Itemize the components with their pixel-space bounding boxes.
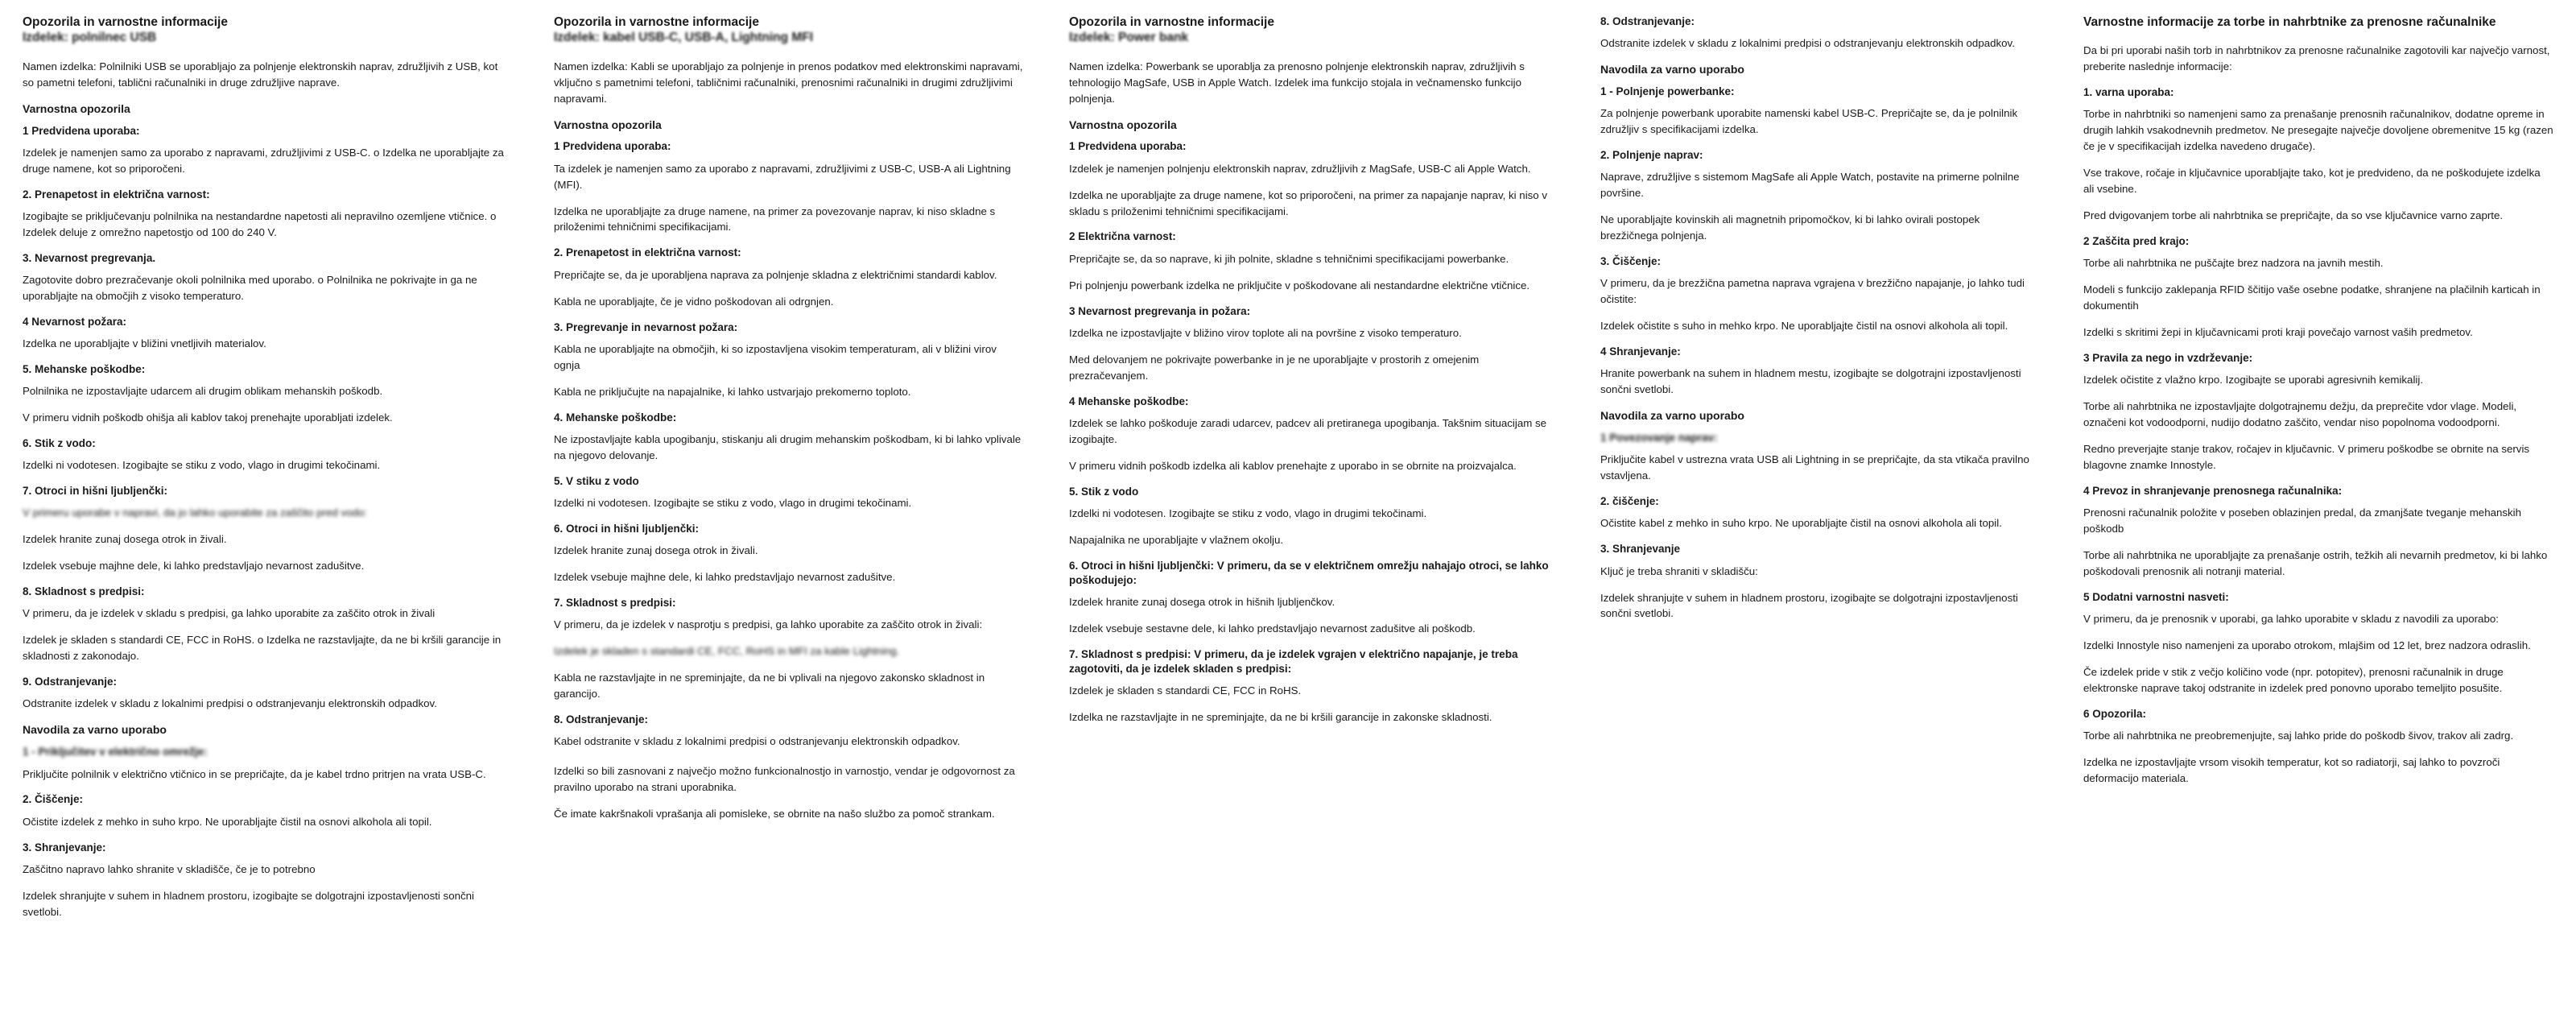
paragraph: Ta izdelek je namenjen samo za uporabo z napravami, združljivimi z USB-C, USB-A ali Lightning (MFI). [554,162,1011,191]
section-heading: 8. Odstranjevanje: [1600,15,1695,27]
section-heading: 4. Mehanske poškodbe: [554,411,677,424]
column-body [23,59,509,920]
paragraph: Izdelek vsebuje majhne dele, ki lahko predstavljajo nevarnost zadušitve. [554,570,896,583]
paragraph: Očistite kabel z mehko in suho krpo. Ne uporabljajte čistil na osnovi alkohola ali topil. [1600,517,2002,530]
paragraph: Izdelek shranjujte v suhem in hladnem prostoru, izogibajte se dolgotrajni izpostavljenosti sončni svetlobi. [1600,591,2018,620]
paragraph: Izdelki ni vodotesen. Izogibajte se stiku z vodo, vlago in drugimi tekočinami. [554,496,912,509]
section-heading: 2. Prenapetost in električna varnost: [554,246,741,259]
section-heading: 6. Otroci in hišni ljubljenčki: [554,522,700,535]
paragraph: Izdelki s skritimi žepi in ključavnicami proti kraji povečajo varnost vaših predmetov. [2083,326,2473,339]
paragraph: Torbe ali nahrbtnika ne preobremenjujte, saj lahko pride do poškodb šivov, trakov ali zadrg. [2083,730,2514,742]
section-heading: 3. Nevarnost pregrevanja. [23,251,156,264]
paragraph: Odstranite izdelek v skladu z lokalnimi predpisi o odstranjevanju elektronskih odpadkov. [1600,37,2015,50]
column-charger [0,14,531,1021]
section-heading: 9. Odstranjevanje: [23,676,118,688]
paragraph: Izdelek je namenjen polnjenju elektronskih naprav, združljivih z MagSafe, USB-C ali Apple Watch. [1069,162,1531,175]
paragraph: Izdelek je skladen s standardi CE, FCC in RoHS. [1069,684,1302,697]
column-body [1069,59,1555,726]
section-heading: 3. Pregrevanje in nevarnost požara: [554,320,738,333]
paragraph: Izdelek shranjujte v suhem in hladnem prostoru, izogibajte se dolgotrajni izpostavljenosti sončni svetlobi. [23,889,474,918]
paragraph: Torbe ali nahrbtnika ne izpostavljajte dolgotrajnemu dežju, da preprečite vdor vlage. Modeli, označeni kot vodoodporni, nudijo dodatno zaščito, vendar niso popolnoma vodoodporni. [2083,400,2517,429]
section-heading: Varnostna opozorila [23,101,130,115]
paragraph: Kabla ne uporabljajte, če je vidno poškodovan ali odrgnjen. [554,295,834,308]
section-heading: 4 Nevarnost požara: [23,315,127,328]
section-heading: Navodila za varno uporabo [1600,409,1744,423]
paragraph: Namen izdelka: Polnilniki USB se uporabljajo za polnjenje elektronskih naprav, združljivih z USB, kot so pametni telefoni, tablični računalniki in druge združljive naprave. [23,60,498,89]
section-heading: 1 Predvidena uporaba: [554,140,671,153]
paragraph: Izdelka ne izpostavljajte v bližino virov toplote ali na površine z visoko temperaturo. [1069,326,1462,339]
paragraph: V primeru, da je prenosnik v uporabi, ga lahko uporabite v skladu z navodili za uporabo: [2083,613,2499,626]
paragraph: Torbe ali nahrbtnika ne uporabljajte za prenašanje ostrih, težkih ali nevarnih predmetov, ki bi lahko poškodovali prenosnik ali notranji material. [2083,549,2548,577]
section-heading: 4 Mehanske poškodbe: [1069,395,1189,407]
paragraph: Polnilnika ne izpostavljajte udarcem ali drugim oblikam mehanskih poškodb. [23,385,383,398]
column-title [23,14,509,46]
paragraph: Vse trakove, ročaje in ključavnice uporabljajte tako, kot je predvideno, da ne poškodujete izdelka ali vsebine. [2083,167,2541,196]
paragraph: Zagotovite dobro prezračevanje okoli polnilnika med uporabo. o Polnilnika ne pokrivajte in ga ne uporabljajte na območjih z visoko temperaturo. [23,273,477,302]
section-heading: 1 Predvidena uporaba: [1069,140,1187,153]
section-heading: 7. Skladnost s predpisi: V primeru, da je izdelek vgrajen v električno napajanje, je treba zagotoviti, da je izdelek skladen s predpisi: [1069,648,1518,676]
paragraph: Hranite powerbank na suhem in hladnem mestu, izogibajte se dolgotrajni izpostavljenosti sončni svetlobi. [1600,367,2021,396]
paragraph: Izdelek vsebuje majhne dele, ki lahko predstavljajo nevarnost zadušitve. [23,560,365,573]
paragraph: Modeli s funkcijo zaklepanja RFID ščitijo vaše osebne podatke, shranjene na plačilnih karticah in dokumentih [2083,283,2541,312]
paragraph: Izdelek je namenjen samo za uporabo z napravami, združljivimi z USB-C. o Izdelka ne uporabljajte za druge namene, kot so priporočeni. [23,146,504,175]
section-heading: 4 Prevoz in shranjevanje prenosnega računalnika: [2083,484,2343,497]
paragraph: Da bi pri uporabi naših torb in nahrbtnikov za prenosne računalnike zagotovili kar največjo varnost, preberite naslednje informacije: [2083,44,2550,73]
paragraph: Torbe ali nahrbtnika ne puščajte brez nadzora na javnih mestih. [2083,257,2384,270]
section-heading: 3. Čiščenje: [1600,255,1662,268]
paragraph: Namen izdelka: Powerbank se uporablja za prenosno polnjenje elektronskih naprav, združljivih s tehnologijo MagSafe, USB in Apple Watch. Izdelek ima funkcijo stojala in večnamensko funkcijo polnjenja. [1069,60,1525,105]
section-heading: 1 Predvidena uporaba: [23,124,140,137]
paragraph: V primeru, da je izdelek v skladu s predpisi, ga lahko uporabite za zaščito otrok in živali [23,607,436,620]
paragraph: Izdelek hranite zunaj dosega otrok in hišnih ljubljenčkov. [1069,596,1335,609]
section-heading-blurred: 1 - Priključitev v električno omrežje: [23,746,208,759]
paragraph: Prepričajte se, da je uporabljena naprava za polnjenje skladna z električnimi standardi kablov. [554,268,997,281]
paragraph: Izdelka ne uporabljajte v bližini vnetljivih materialov. [23,337,266,350]
paragraph: Odstranite izdelek v skladu z lokalnimi predpisi o odstranjevanju elektronskih odpadkov. [23,697,437,710]
section-heading: Varnostna opozorila [554,118,662,131]
paragraph: Kabel odstranite v skladu z lokalnimi predpisi o odstranjevanju elektronskih odpadkov. [554,735,960,748]
section-heading: 1 - Polnjenje powerbanke: [1600,85,1735,98]
paragraph: Izdelki Innostyle niso namenjeni za uporabo otrokom, mlajšim od 12 let, brez nadzora odraslih. [2083,639,2531,652]
paragraph: Ključ je treba shraniti v skladišču: [1600,564,1758,577]
section-heading: 2. Polnjenje naprav: [1600,149,1703,162]
paragraph-blurred: V primeru uporabe v napravi, da jo lahko uporabite za zaščito pred vodo: [23,506,367,519]
paragraph: Ne izpostavljajte kabla upogibanju, stiskanju ali drugim mehanskim poškodbam, ki bi lahko vplivale na njegovo delovanje. [554,432,1022,461]
column-subheading: Izdelek: Power bank [1069,31,1189,45]
section-heading: 3 Pravila za nego in vzdrževanje: [2083,352,2253,365]
column-heading: Opozorila in varnostne informacije [554,15,759,29]
paragraph: Izdelki ni vodotesen. Izogibajte se stiku z vodo, vlago in drugimi tekočinami. [1069,506,1427,519]
section-heading: 1. varna uporaba: [2083,86,2174,99]
paragraph: V primeru vidnih poškodb izdelka ali kablov prenehajte z uporabo in se obrnite na proizvajalca. [1069,459,1517,472]
paragraph: Kabla ne razstavljajte in ne spreminjajte, da ne bi vplivali na njegovo zakonsko skladnost in garancijo. [554,671,985,700]
paragraph: V primeru, da je brezžična pametna naprava vgrajena v brezžično napajanje, jo lahko tudi očistite: [1600,277,2025,306]
section-heading: 8. Skladnost s predpisi: [23,585,145,598]
paragraph: Kabla ne uporabljajte na območjih, ki so izpostavljena visokim temperaturam, ali v bližini virov ognja [554,342,997,371]
paragraph: Izdelek hranite zunaj dosega otrok in živali. [23,533,227,546]
section-heading: 4 Shranjevanje: [1600,345,1681,358]
paragraph: Izdelka ne razstavljajte in ne spreminjajte, da ne bi kršili garancije in zakonske skladnosti. [1069,711,1492,724]
paragraph: Izdelek vsebuje sestavne dele, ki lahko predstavljajo nevarnost zadušitve ali poškodb. [1069,622,1476,635]
column-body [2083,43,2553,787]
column-bags [2061,14,2576,1021]
paragraph: Naprave, združljive s sistemom MagSafe ali Apple Watch, postavite na primerne polnilne površine. [1600,171,2020,200]
paragraph: Namen izdelka: Kabli se uporabljajo za polnjenje in prenos podatkov med elektronskimi napravami, vključno s pametnimi telefoni, tabličnimi računalniki, prenosnimi računalniki in drugimi združljivimi napravami. [554,60,1023,105]
section-heading: 8. Odstranjevanje: [554,713,649,725]
paragraph: Če izdelek pride v stik z večjo količino vode (npr. potopitev), prenosni računalnik in druge elektronske naprave takoj odstranite in izdelek pred ponovno uporabo temeljito posušite. [2083,666,2504,694]
paragraph: Pred dvigovanjem torbe ali nahrbtnika se prepričajte, da so vse ključavnice varno zaprte. [2083,209,2504,222]
paragraph: Izdelek je skladen s standardi CE, FCC in RoHS. o Izdelka ne razstavljajte, da ne bi kršili garancije in skladnosti z zakonodajo. [23,634,502,663]
section-heading: Navodila za varno uporabo [1600,63,1744,76]
paragraph: V primeru vidnih poškodb ohišja ali kablov takoj prenehajte uporabljati izdelek. [23,411,393,424]
column-subheading: Izdelek: polnilnec USB [23,31,157,45]
column-heading: Opozorila in varnostne informacije [1069,15,1274,29]
column-heading: Opozorila in varnostne informacije [23,15,228,29]
section-heading: 6. Stik z vodo: [23,437,96,450]
section-heading: 3 Nevarnost pregrevanja in požara: [1069,304,1251,317]
paragraph: Izdelek očistite s suho in mehko krpo. Ne uporabljajte čistil na osnovi alkohola ali topil. [1600,320,2008,333]
paragraph: Napajalnika ne uporabljajte v vlažnem okolju. [1069,533,1284,546]
paragraph: Ne uporabljajte kovinskih ali magnetnih pripomočkov, ki bi lahko ovirali postopek brezžičnega polnjenja. [1600,213,1980,242]
section-heading: 6. Otroci in hišni ljubljenčki: V primeru, da se v električnem omrežju nahajajo otroci, se lahko poškodujejo: [1069,559,1549,586]
paragraph: Izdelka ne uporabljajte za druge namene, na primer za povezovanje naprav, ki niso skladne s priloženimi tehničnimi specifikacijami. [554,205,996,234]
section-heading: Navodila za varno uporabo [23,723,167,737]
paragraph: Prenosni računalnik položite v poseben oblazinjen predal, da zmanjšate tveganje mehanskih poškodb [2083,506,2522,535]
paragraph: Priključite kabel v ustrezna vrata USB ali Lightning in se prepričajte, da sta vtikača pravilno vstavljena. [1600,453,2029,482]
section-heading: 2. Prenapetost in električna varnost: [23,188,210,200]
paragraph: Prepričajte se, da so naprave, ki jih polnite, skladne s tehničnimi specifikacijami powerbanke. [1069,252,1509,265]
paragraph: Kabla ne priključujte na napajalnike, ki lahko ustvarjajo prekomerno toploto. [554,385,911,398]
section-heading: 3. Shranjevanje: [23,841,106,854]
paragraph: V primeru, da je izdelek v nasprotju s predpisi, ga lahko uporabite za zaščito otrok in živali: [554,618,983,631]
paragraph: Izdelki so bili zasnovani z največjo možno funkcionalnostjo in varnostjo, vendar je odgovornost za pravilno uporabo na strani uporabnika. [554,765,1015,793]
paragraph: Redno preverjajte stanje trakov, ročajev in ključavnic. V primeru poškodbe se obrnite na servis blagovne znamke Innostyle. [2083,443,2530,472]
paragraph: Torbe in nahrbtniki so namenjeni samo za prenašanje prenosnih računalnikov, dodatne opreme in drugih lahkih vsakodnevnih predmetov. Ne presegajte največje dovoljene obremenitve 15 kg (razen če je v specifikacijah izdelka navedeno drugače). [2083,108,2553,153]
paragraph: Očistite izdelek z mehko in suho krpo. Ne uporabljajte čistil na osnovi alkohola ali topil. [23,815,432,828]
column-powerbank-continued [1578,14,2061,1021]
column-body [1600,14,2038,622]
section-heading-blurred: 1 Povezovanje naprav: [1600,432,1718,444]
paragraph: Izdelek hranite zunaj dosega otrok in živali. [554,544,758,557]
column-powerbank [1046,14,1578,1021]
section-heading: 7. Skladnost s predpisi: [554,596,676,609]
paragraph: Za polnjenje powerbank uporabite namenski kabel USB-C. Prepričajte se, da je polnilnik združljiv s specifikacijami izdelka. [1600,107,2018,136]
column-body [554,59,1024,822]
paragraph: Če imate kakršnakoli vprašanja ali pomisleke, se obrnite na našo službo za pomoč strankam. [554,807,995,820]
paragraph-blurred: Izdelek je skladen s standardi CE, FCC, RoHS in MFI za kable Lightning. [554,645,900,658]
section-heading: 5 Dodatni varnostni nasveti: [2083,590,2229,603]
column-heading: Varnostne informacije za torbe in nahrbtnike za prenosne računalnike [2083,15,2496,29]
paragraph: Izogibajte se priključevanju polnilnika na nestandardne napetosti ali nepravilno ozemljene vtičnice. o Izdelek deluje z omrežno napetostjo od 100 do 240 V. [23,209,497,238]
section-heading: 2. čiščenje: [1600,495,1659,508]
column-subheading: Izdelek: kabel USB-C, USB-A, Lightning MFI [554,31,814,45]
paragraph: Izdelka ne izpostavljajte vrsom visokih temperatur, kot so radiatorji, saj lahko to povzroči deformacijo materiala. [2083,756,2500,784]
section-heading: 3. Shranjevanje [1600,543,1681,556]
paragraph: Izdelka ne uporabljajte za druge namene, kot so priporočeni, na primer za napajanje naprav, ki niso v skladu s priloženimi tehničnimi specifikacijami. [1069,188,1548,217]
section-heading: 5. V stiku z vodo [554,474,639,487]
paragraph: Pri polnjenju powerbank izdelka ne priključite v poškodovane ali nestandardne električne vtičnice. [1069,279,1530,291]
section-heading: 6 Opozorila: [2083,707,2147,720]
column-title [2083,14,2553,30]
column-title [554,14,1024,46]
paragraph: Zaščitno napravo lahko shranite v skladišče, če je to potrebno [23,862,316,875]
section-heading: 2 Zaščita pred krajo: [2083,235,2190,248]
column-cable [531,14,1046,1021]
section-heading: 2. Čiščenje: [23,793,84,806]
paragraph: Izdelki ni vodotesen. Izogibajte se stiku z vodo, vlago in drugimi tekočinami. [23,459,381,472]
section-heading: 5. Mehanske poškodbe: [23,362,146,375]
section-heading: 7. Otroci in hišni ljubljenčki: [23,485,168,498]
paragraph: Izdelek očistite z vlažno krpo. Izogibajte se uporabi agresivnih kemikalij. [2083,374,2424,386]
section-heading: Varnostna opozorila [1069,118,1177,131]
column-title [1069,14,1555,46]
section-heading: 2 Električna varnost: [1069,230,1176,243]
paragraph: Med delovanjem ne pokrivajte powerbanke in je ne uporabljajte v prostorih z omejenim prezračevanjem. [1069,353,1480,382]
paragraph: Izdelek se lahko poškoduje zaradi udarcev, padcev ali pretiranega upogibanja. Takšnim situacijam se izogibajte. [1069,416,1547,445]
section-heading: 5. Stik z vodo [1069,485,1139,498]
paragraph: Priključite polnilnik v električno vtičnico in se prepričajte, da je kabel trdno pritrjen na vrata USB-C. [23,767,486,780]
